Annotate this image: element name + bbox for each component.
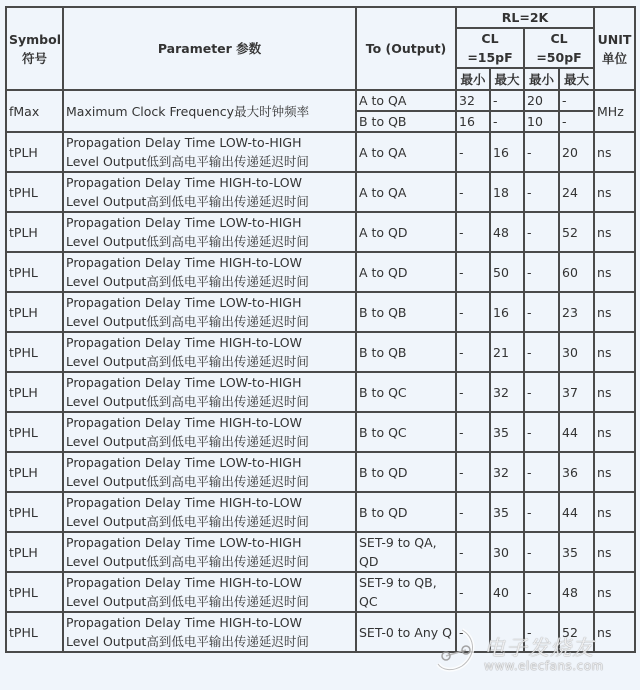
cell-cl15-max <box>490 612 524 652</box>
cell-unit: ns <box>594 532 635 572</box>
cell-symbol: tPHL <box>6 332 63 372</box>
cell-unit: MHz <box>594 90 635 132</box>
cell-unit: ns <box>594 372 635 412</box>
cell-to: A to QD <box>356 252 456 292</box>
cell-cl50-min: - <box>524 172 559 212</box>
header-symbol-cn: 符号 <box>21 50 47 66</box>
cell-cl15-max: 16 <box>490 292 524 332</box>
cell-cl50-min: 20 <box>524 90 559 111</box>
cell-cl15-min: - <box>456 492 490 532</box>
parameter-line-1: Propagation Delay Time HIGH-to-LOW <box>66 495 303 510</box>
cell-to: B to QC <box>356 412 456 452</box>
cell-unit: ns <box>594 452 635 492</box>
cell-cl15-min: - <box>456 532 490 572</box>
cell-cl50-max: 52 <box>559 212 594 252</box>
cell-symbol: tPLH <box>6 532 63 572</box>
cell-unit: ns <box>594 572 635 612</box>
table-row <box>6 292 635 332</box>
table-row-fmax-a <box>6 90 635 111</box>
parameter-line-2: Level Output低到高电平输出传递延迟时间 <box>66 554 309 569</box>
cell-cl50-min: - <box>524 292 559 332</box>
cell-cl50-max: 48 <box>559 572 594 612</box>
parameter-line-1: Propagation Delay Time LOW-to-HIGH <box>66 535 302 550</box>
cell-symbol: tPLH <box>6 452 63 492</box>
delay-rows <box>6 132 635 652</box>
table-row <box>6 252 635 292</box>
cell-parameter <box>63 532 356 572</box>
cell-symbol: tPLH <box>6 212 63 252</box>
cell-to: B to QD <box>356 452 456 492</box>
cell-to: B to QB <box>356 332 456 372</box>
cell-cl15-max: - <box>490 111 524 132</box>
parameter-line-2: Level Output高到低电平输出传递延迟时间 <box>66 434 309 449</box>
cell-cl15-min: - <box>456 252 490 292</box>
table-row <box>6 572 635 612</box>
cell-cl50-min: - <box>524 332 559 372</box>
cell-cl15-max: 40 <box>490 572 524 612</box>
cell-to: SET-9 to QB, QC <box>356 572 456 612</box>
cell-parameter <box>63 572 356 612</box>
header-to-output: To (Output) <box>356 7 456 90</box>
header-unit-en: UNIT <box>597 31 632 47</box>
header-unit-cn: 单位 <box>602 50 628 66</box>
header-cl50-max: 最大 <box>559 68 594 90</box>
cell-cl15-min: - <box>456 372 490 412</box>
spec-table <box>5 6 636 653</box>
header-rl: RL=2K <box>456 7 594 28</box>
header-cl-50pf <box>524 28 594 68</box>
cell-cl50-min: - <box>524 532 559 572</box>
parameter-line-1: Propagation Delay Time LOW-to-HIGH <box>66 135 302 150</box>
cell-cl50-max: 35 <box>559 532 594 572</box>
parameter-line-1: Propagation Delay Time HIGH-to-LOW <box>66 575 303 590</box>
cell-cl50-max: 44 <box>559 492 594 532</box>
cell-cl15-max: 32 <box>490 452 524 492</box>
header-row-rl <box>6 7 635 28</box>
parameter-line-1: Propagation Delay Time LOW-to-HIGH <box>66 295 302 310</box>
header-cl-50pf-line2: =50pF <box>536 50 582 65</box>
cell-cl15-min: - <box>456 452 490 492</box>
cell-cl15-min: - <box>456 572 490 612</box>
cell-parameter <box>63 292 356 332</box>
cell-symbol: tPHL <box>6 572 63 612</box>
cell-parameter <box>63 212 356 252</box>
cell-cl50-min: - <box>524 132 559 172</box>
cell-unit: ns <box>594 332 635 372</box>
cell-cl15-min: - <box>456 172 490 212</box>
cell-to: SET-0 to Any Q <box>356 612 456 652</box>
cell-cl15-min: 32 <box>456 90 490 111</box>
parameter-line-2: Level Output低到高电平输出传递延迟时间 <box>66 234 309 249</box>
cell-unit: ns <box>594 252 635 292</box>
parameter-line-2: Level Output高到低电平输出传递延迟时间 <box>66 274 309 289</box>
cell-symbol: tPLH <box>6 292 63 332</box>
cell-cl15-max: 30 <box>490 532 524 572</box>
watermark-url: www.elecfans.com <box>484 659 604 673</box>
cell-cl15-max: 21 <box>490 332 524 372</box>
cell-symbol: tPHL <box>6 252 63 292</box>
parameter-line-1: Propagation Delay Time HIGH-to-LOW <box>66 415 303 430</box>
parameter-line-1: Propagation Delay Time HIGH-to-LOW <box>66 175 303 190</box>
cell-cl50-min: - <box>524 452 559 492</box>
parameter-line-2: Level Output高到低电平输出传递延迟时间 <box>66 194 309 209</box>
cell-cl50-max: 52 <box>559 612 594 652</box>
parameter-line-1: Propagation Delay Time HIGH-to-LOW <box>66 615 303 630</box>
header-unit <box>594 7 635 90</box>
table-row <box>6 612 635 652</box>
parameter-line-2: Level Output高到低电平输出传递延迟时间 <box>66 514 309 529</box>
parameter-line-2: Level Output低到高电平输出传递延迟时间 <box>66 314 309 329</box>
table-row <box>6 412 635 452</box>
cell-to: A to QA <box>356 172 456 212</box>
cell-parameter: Maximum Clock Frequency最大时钟频率 <box>63 90 356 132</box>
cell-cl50-max: - <box>559 111 594 132</box>
cell-parameter <box>63 332 356 372</box>
cell-cl50-min: - <box>524 492 559 532</box>
cell-cl50-min: - <box>524 412 559 452</box>
cell-parameter <box>63 452 356 492</box>
cell-parameter <box>63 252 356 292</box>
cell-unit: ns <box>594 172 635 212</box>
cell-to: SET-9 to QA, QD <box>356 532 456 572</box>
cell-cl50-max: 37 <box>559 372 594 412</box>
cell-cl50-max: 36 <box>559 452 594 492</box>
cell-cl15-max: - <box>490 90 524 111</box>
header-symbol-en: Symbol <box>9 31 61 47</box>
cell-cl50-max: 20 <box>559 132 594 172</box>
cell-cl15-min: - <box>456 412 490 452</box>
parameter-line-2: Level Output高到低电平输出传递延迟时间 <box>66 354 309 369</box>
cell-cl50-min: - <box>524 372 559 412</box>
parameter-line-2: Level Output低到高电平输出传递延迟时间 <box>66 394 309 409</box>
cell-cl50-min: - <box>524 212 559 252</box>
cell-symbol: tPHL <box>6 492 63 532</box>
table-row <box>6 452 635 492</box>
table-row <box>6 132 635 172</box>
parameter-line-1: Propagation Delay Time HIGH-to-LOW <box>66 335 303 350</box>
cell-unit: ns <box>594 492 635 532</box>
table-row <box>6 492 635 532</box>
table-row <box>6 532 635 572</box>
cell-cl15-min: - <box>456 132 490 172</box>
cell-cl15-max: 35 <box>490 412 524 452</box>
parameter-line-1: Propagation Delay Time LOW-to-HIGH <box>66 455 302 470</box>
cell-parameter <box>63 372 356 412</box>
header-cl-50pf-line1: CL <box>550 31 568 46</box>
cell-to: B to QD <box>356 492 456 532</box>
cell-symbol: tPHL <box>6 612 63 652</box>
cell-symbol: tPHL <box>6 172 63 212</box>
cell-cl50-max: 24 <box>559 172 594 212</box>
cell-unit: ns <box>594 612 635 652</box>
cell-cl50-min: - <box>524 252 559 292</box>
cell-cl50-max: 30 <box>559 332 594 372</box>
cell-symbol: fMax <box>6 90 63 132</box>
cell-cl50-max: 44 <box>559 412 594 452</box>
cell-cl15-max: 35 <box>490 492 524 532</box>
table-row <box>6 332 635 372</box>
cell-cl15-min: - <box>456 212 490 252</box>
cell-symbol: tPLH <box>6 372 63 412</box>
header-cl50-min: 最小 <box>524 68 559 90</box>
parameter-line-2: Level Output低到高电平输出传递延迟时间 <box>66 474 309 489</box>
cell-cl15-min: - <box>456 332 490 372</box>
cell-unit: ns <box>594 212 635 252</box>
cell-cl50-max: 60 <box>559 252 594 292</box>
cell-to: B to QB <box>356 111 456 132</box>
cell-cl15-min: - <box>456 612 490 652</box>
table-row <box>6 172 635 212</box>
table-row <box>6 212 635 252</box>
parameter-line-1: Propagation Delay Time LOW-to-HIGH <box>66 215 302 230</box>
parameter-line-2: Level Output高到低电平输出传递延迟时间 <box>66 634 309 649</box>
cell-cl15-max: 18 <box>490 172 524 212</box>
cell-to: B to QC <box>356 372 456 412</box>
header-symbol <box>6 7 63 90</box>
parameter-line-1: Propagation Delay Time HIGH-to-LOW <box>66 255 303 270</box>
cell-cl50-max: - <box>559 90 594 111</box>
cell-unit: ns <box>594 132 635 172</box>
header-cl-15pf-line1: CL <box>481 31 499 46</box>
watermark-brand: 电子发烧友 <box>484 636 594 660</box>
cell-to: B to QB <box>356 292 456 332</box>
cell-cl15-max: 48 <box>490 212 524 252</box>
cell-cl15-max: 32 <box>490 372 524 412</box>
cell-symbol: tPHL <box>6 412 63 452</box>
parameter-line-1: Propagation Delay Time LOW-to-HIGH <box>66 375 302 390</box>
cell-to: A to QD <box>356 212 456 252</box>
cell-parameter <box>63 172 356 212</box>
cell-to: A to QA <box>356 90 456 111</box>
table-row <box>6 372 635 412</box>
cell-unit: ns <box>594 412 635 452</box>
cell-symbol: tPLH <box>6 132 63 172</box>
cell-parameter <box>63 492 356 532</box>
header-parameter: Parameter 参数 <box>63 7 356 90</box>
cell-cl50-min: - <box>524 572 559 612</box>
cell-cl15-min: 16 <box>456 111 490 132</box>
cell-cl50-min: - <box>524 612 559 652</box>
header-cl15-min: 最小 <box>456 68 490 90</box>
parameter-line-2: Level Output低到高电平输出传递延迟时间 <box>66 154 309 169</box>
cell-unit: ns <box>594 292 635 332</box>
header-cl15-max: 最大 <box>490 68 524 90</box>
cell-cl50-min: 10 <box>524 111 559 132</box>
cell-cl15-max: 16 <box>490 132 524 172</box>
header-cl-15pf <box>456 28 524 68</box>
parameter-line-2: Level Output高到低电平输出传递延迟时间 <box>66 594 309 609</box>
cell-parameter <box>63 132 356 172</box>
cell-parameter <box>63 412 356 452</box>
cell-to: A to QA <box>356 132 456 172</box>
cell-cl15-max: 50 <box>490 252 524 292</box>
header-cl-15pf-line2: =15pF <box>467 50 513 65</box>
cell-cl15-min: - <box>456 292 490 332</box>
cell-cl50-max: 23 <box>559 292 594 332</box>
cell-parameter <box>63 612 356 652</box>
